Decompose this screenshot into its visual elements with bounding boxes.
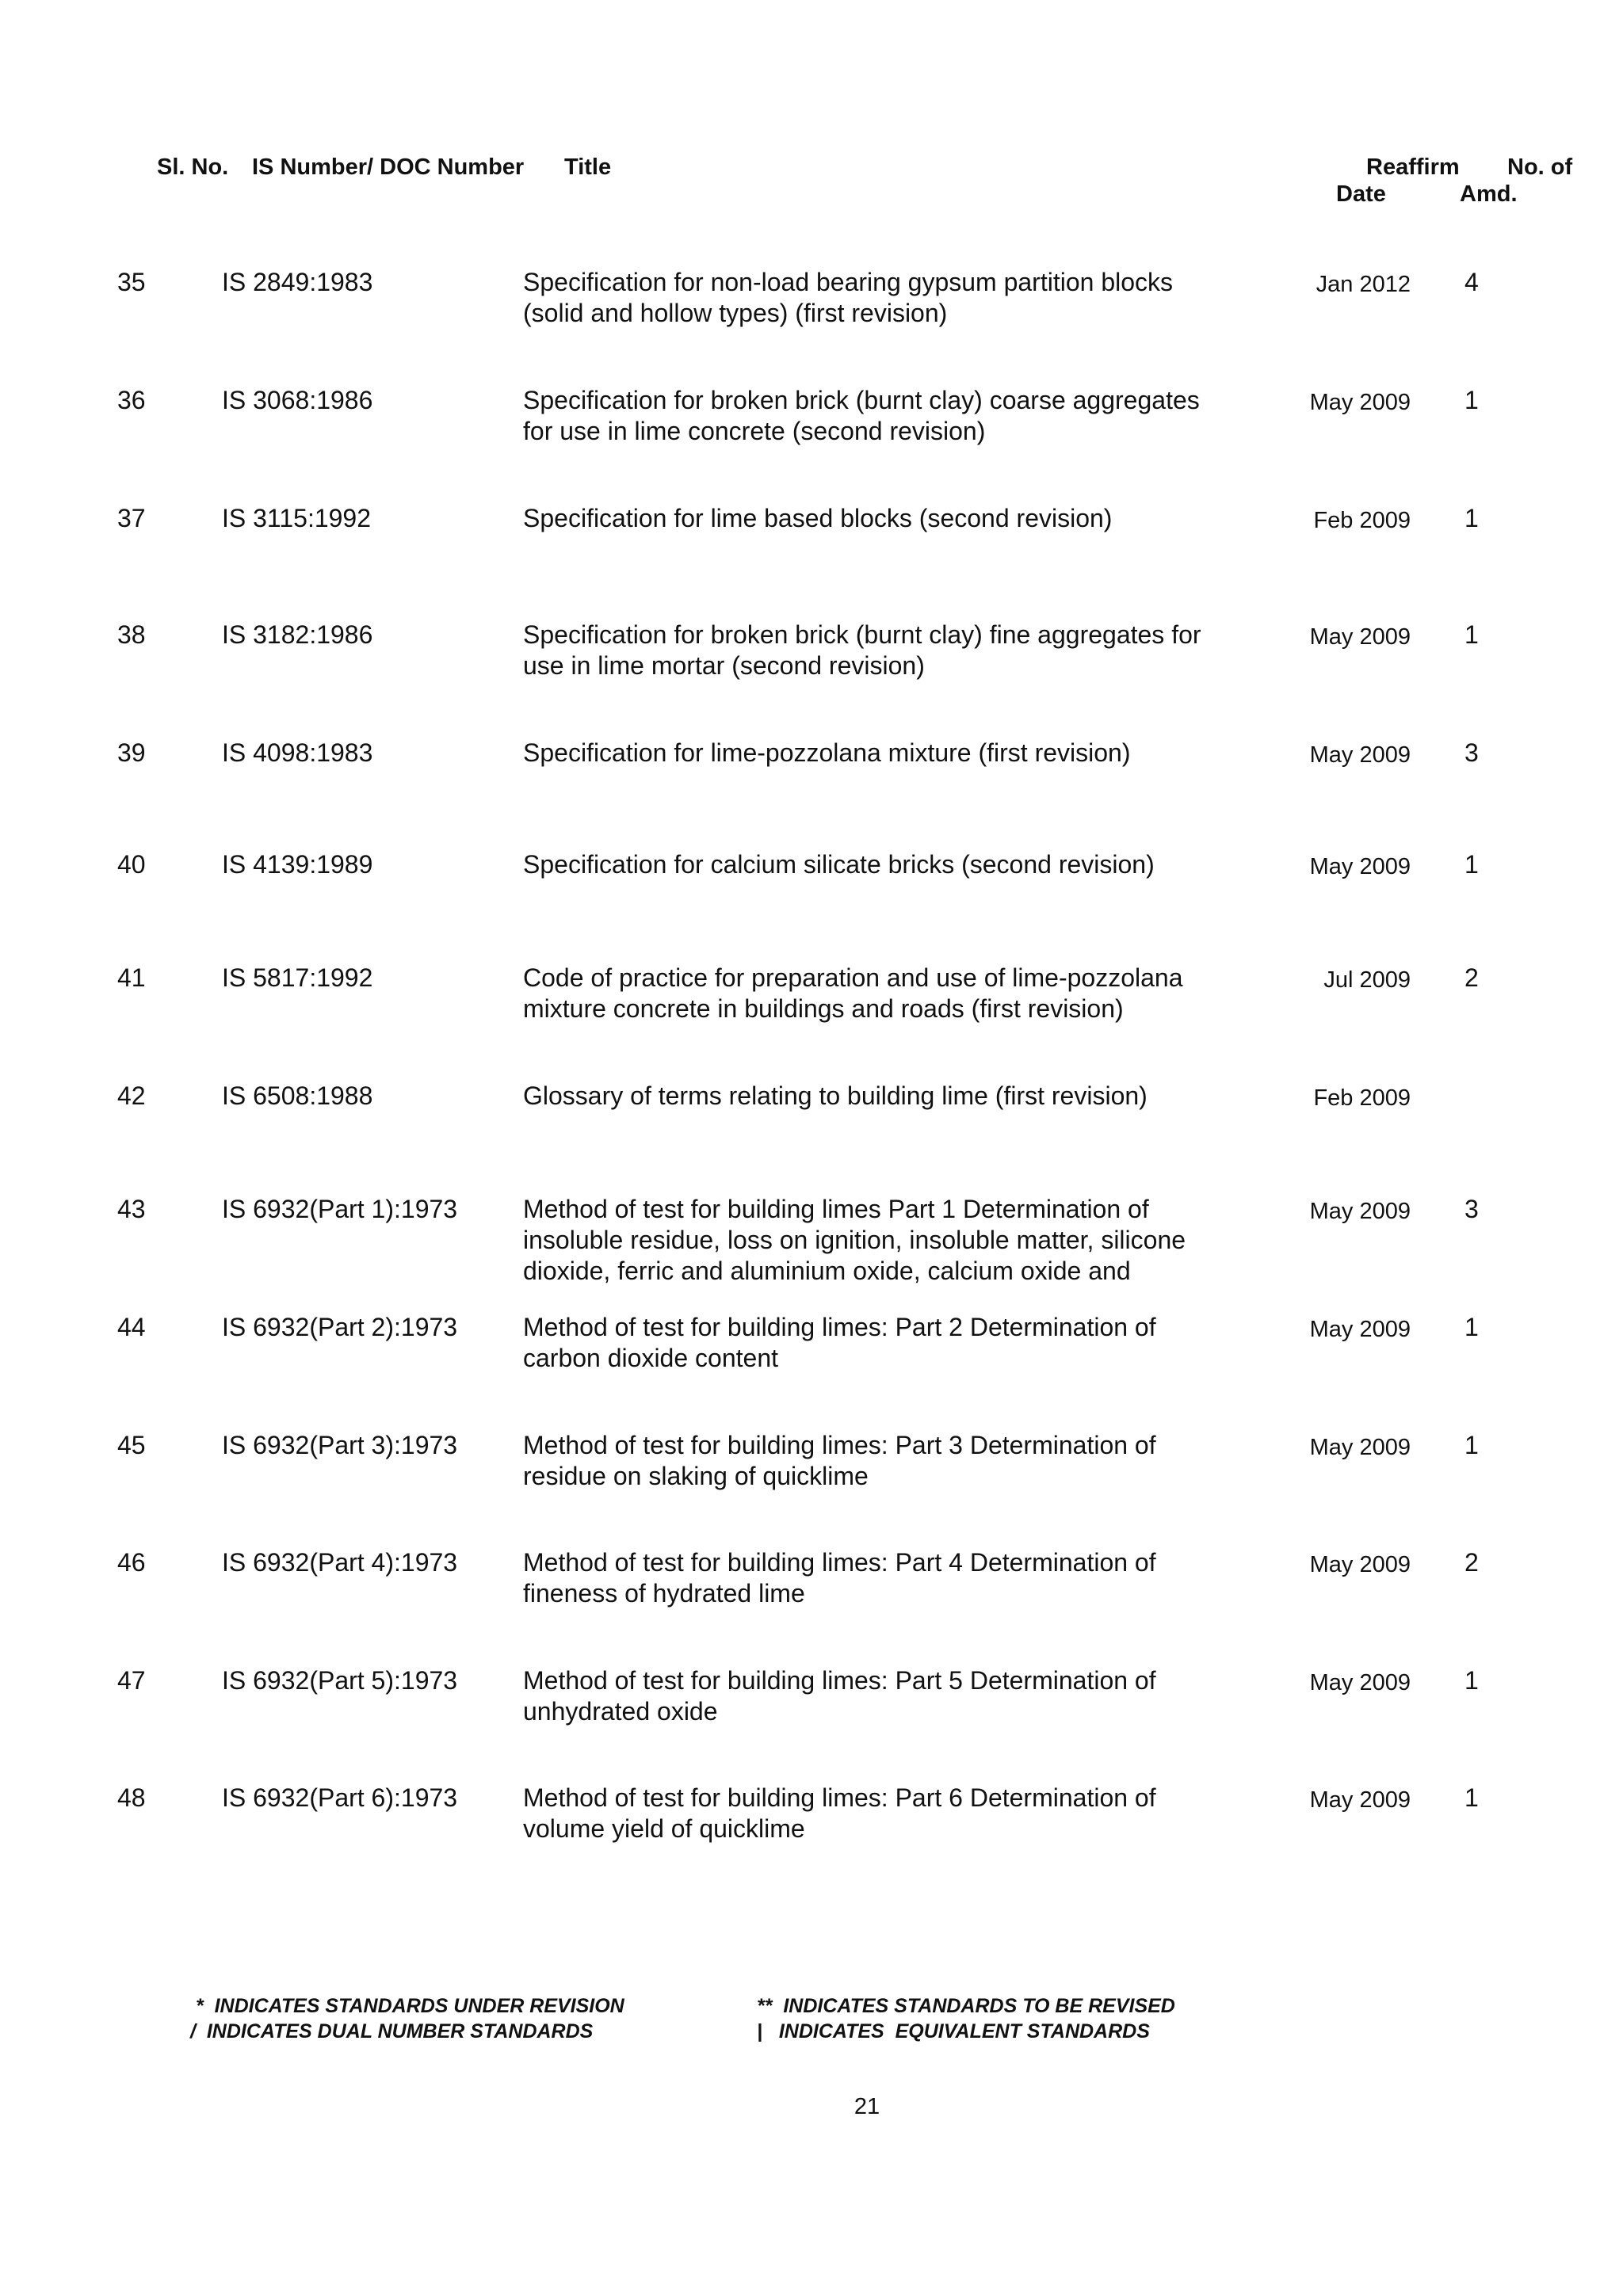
table-row — [0, 1665, 1623, 1760]
row-title: Specification for lime based blocks (second revision) — [523, 504, 1113, 532]
row-sl-no: 43 — [117, 1195, 146, 1223]
row-title: Code of practice for preparation and use of lime-pozzolana mixture concrete in buildings and roads (first revision) — [523, 963, 1183, 1023]
row-amendments: 1 — [1465, 386, 1479, 414]
row-amendments: 2 — [1465, 963, 1479, 992]
row-amendments: 3 — [1465, 1195, 1479, 1223]
row-sl-no: 39 — [117, 738, 146, 767]
row-title: Specification for lime-pozzolana mixture (first revision) — [523, 738, 1131, 767]
row-reaffirm-date: May 2009 — [1309, 854, 1411, 879]
header-reaffirm: Reaffirm — [1366, 154, 1460, 180]
row-is-number: IS 6932(Part 2):1973 — [222, 1313, 458, 1341]
row-sl-no: 45 — [117, 1431, 146, 1459]
row-is-number: IS 3068:1986 — [222, 386, 373, 414]
row-reaffirm-date: Feb 2009 — [1313, 508, 1411, 533]
header-date: Date — [1336, 181, 1386, 207]
table-row — [0, 1547, 1623, 1642]
row-amendments: 1 — [1465, 1783, 1479, 1812]
row-reaffirm-date: May 2009 — [1309, 742, 1411, 768]
row-sl-no: 48 — [117, 1783, 146, 1812]
row-amendments: 3 — [1465, 738, 1479, 767]
header-is-number: IS Number/ DOC Number — [252, 154, 525, 180]
row-is-number: IS 4098:1983 — [222, 738, 373, 767]
row-sl-no: 36 — [117, 386, 146, 414]
row-sl-no: 47 — [117, 1666, 146, 1695]
row-is-number: IS 6932(Part 4):1973 — [222, 1548, 458, 1577]
row-is-number: IS 5817:1992 — [222, 963, 373, 992]
row-is-number: IS 6508:1988 — [222, 1081, 373, 1110]
row-title: Method of test for building limes: Part 4 Determination of fineness of hydrated lime — [523, 1548, 1156, 1608]
row-reaffirm-date: May 2009 — [1309, 1670, 1411, 1695]
row-title: Method of test for building limes: Part 2 Determination of carbon dioxide content — [523, 1313, 1156, 1372]
row-amendments: 4 — [1465, 268, 1479, 296]
note-equivalent: | INDICATES EQUIVALENT STANDARDS — [757, 2020, 1150, 2042]
table-row — [0, 620, 1623, 715]
table-row — [0, 738, 1623, 833]
row-is-number: IS 2849:1983 — [222, 268, 373, 296]
note-dual-number: / INDICATES DUAL NUMBER STANDARDS — [190, 2020, 594, 2042]
row-sl-no: 44 — [117, 1313, 146, 1341]
row-sl-no: 42 — [117, 1081, 146, 1110]
row-is-number: IS 6932(Part 3):1973 — [222, 1431, 458, 1459]
row-is-number: IS 6932(Part 5):1973 — [222, 1666, 458, 1695]
row-amendments: 1 — [1465, 620, 1479, 649]
row-is-number: IS 3182:1986 — [222, 620, 373, 649]
row-reaffirm-date: May 2009 — [1309, 624, 1411, 650]
row-is-number: IS 6932(Part 1):1973 — [222, 1195, 458, 1223]
row-amendments: 2 — [1465, 1548, 1479, 1577]
row-title: Glossary of terms relating to building lime (first revision) — [523, 1081, 1148, 1110]
row-title: Method of test for building limes: Part 6 Determination of volume yield of quicklime — [523, 1783, 1156, 1843]
row-amendments: 1 — [1465, 850, 1479, 879]
table-row — [0, 849, 1623, 944]
row-title: Specification for non-load bearing gypsum partition blocks (solid and hollow types) (first revision) — [523, 268, 1174, 327]
row-is-number: IS 6932(Part 6):1973 — [222, 1783, 458, 1812]
header-no-of: No. of — [1507, 154, 1573, 180]
row-title: Specification for broken brick (burnt clay) fine aggregates for use in lime mortar (second revision) — [523, 620, 1201, 680]
row-amendments: 1 — [1465, 504, 1479, 532]
row-amendments: 1 — [1465, 1431, 1479, 1459]
row-reaffirm-date: May 2009 — [1309, 1435, 1411, 1460]
page-number: 21 — [854, 2094, 880, 2119]
row-sl-no: 38 — [117, 620, 146, 649]
table-row — [0, 1783, 1623, 1878]
row-amendments: 1 — [1465, 1666, 1479, 1695]
row-reaffirm-date: May 2009 — [1309, 1787, 1411, 1813]
table-row — [0, 503, 1623, 598]
row-reaffirm-date: Jul 2009 — [1323, 967, 1411, 993]
header-title: Title — [564, 154, 612, 180]
row-reaffirm-date: Jan 2012 — [1316, 272, 1411, 297]
row-title: Specification for calcium silicate bricks (second revision) — [523, 850, 1155, 879]
header-amd: Amd. — [1460, 181, 1518, 207]
row-reaffirm-date: May 2009 — [1309, 1199, 1411, 1224]
row-title: Method of test for building limes Part 1 Determination of insoluble residue, loss on ignition, insoluble matter, silicone dioxide, ferric and aluminium oxide, calcium oxide and — [523, 1195, 1186, 1285]
row-amendments: 1 — [1465, 1313, 1479, 1341]
table-row — [0, 1081, 1623, 1176]
row-is-number: IS 4139:1989 — [222, 850, 373, 879]
table-row — [0, 1194, 1623, 1289]
row-is-number: IS 3115:1992 — [222, 504, 372, 532]
table-row — [0, 1312, 1623, 1407]
row-sl-no: 35 — [117, 268, 146, 296]
table-row — [0, 385, 1623, 480]
row-reaffirm-date: May 2009 — [1309, 1317, 1411, 1342]
row-title: Method of test for building limes: Part 3 Determination of residue on slaking of quicklime — [523, 1431, 1156, 1490]
row-sl-no: 41 — [117, 963, 146, 992]
row-title: Method of test for building limes: Part 5 Determination of unhydrated oxide — [523, 1666, 1156, 1726]
row-reaffirm-date: Feb 2009 — [1313, 1085, 1411, 1111]
note-under-revision: * INDICATES STANDARDS UNDER REVISION — [190, 1995, 624, 2017]
row-sl-no: 37 — [117, 504, 146, 532]
header-sl-no: Sl. No. — [157, 154, 229, 180]
table-row — [0, 267, 1623, 362]
note-to-be-revised: ** INDICATES STANDARDS TO BE REVISED — [757, 1995, 1175, 2017]
row-sl-no: 40 — [117, 850, 146, 879]
row-title: Specification for broken brick (burnt clay) coarse aggregates for use in lime concrete (second revision) — [523, 386, 1200, 445]
row-reaffirm-date: May 2009 — [1309, 390, 1411, 415]
table-row — [0, 963, 1623, 1058]
row-reaffirm-date: May 2009 — [1309, 1552, 1411, 1577]
row-sl-no: 46 — [117, 1548, 146, 1577]
table-row — [0, 1430, 1623, 1525]
